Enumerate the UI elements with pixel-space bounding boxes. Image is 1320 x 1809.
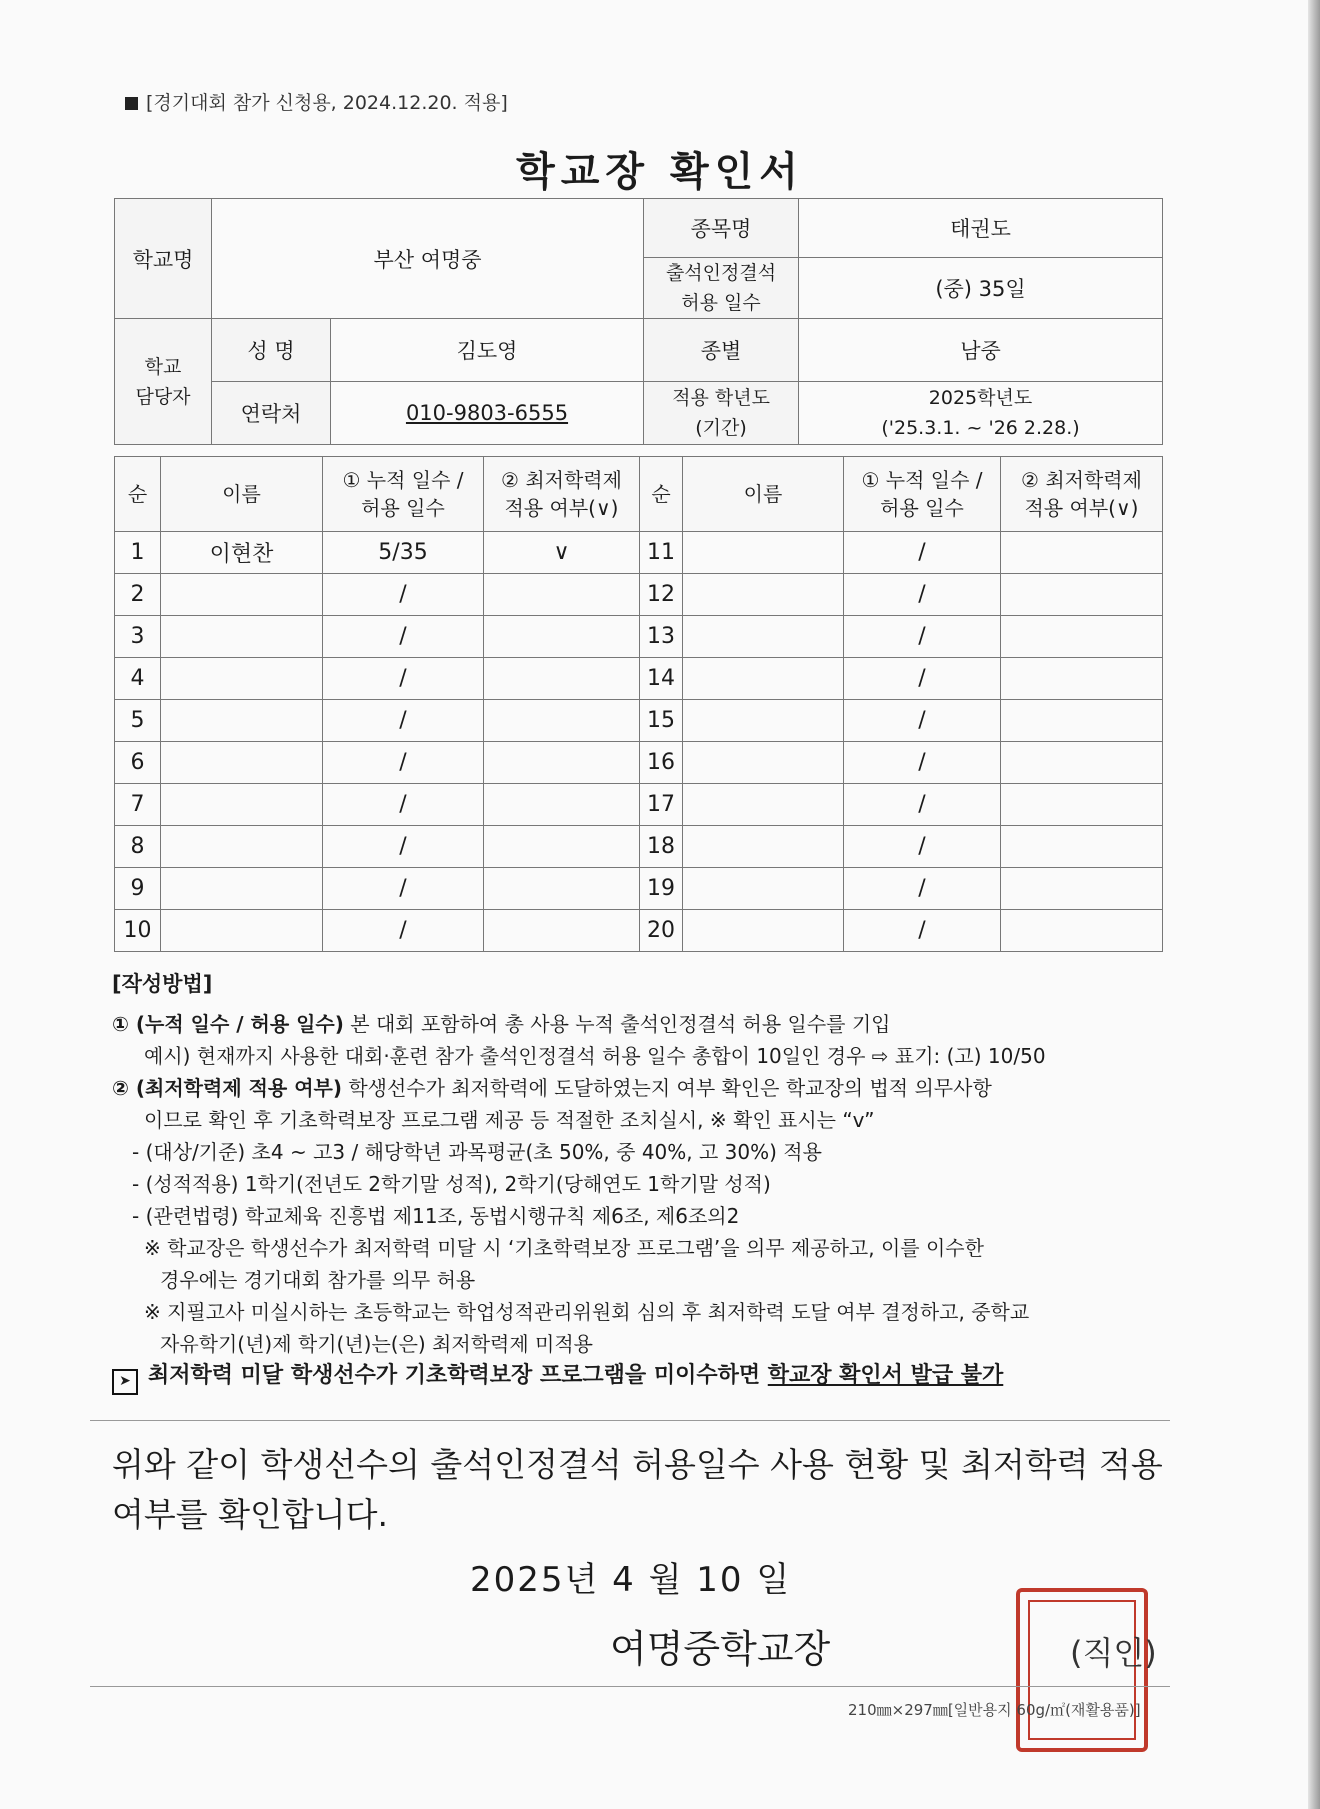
- row-no-left: 8: [115, 826, 161, 868]
- absence-label: [644, 258, 799, 319]
- table-row: [115, 574, 1163, 616]
- year-value: [799, 382, 1163, 445]
- row-days-left: /: [323, 868, 484, 910]
- row-days-right: /: [844, 868, 1001, 910]
- header-days-left-line2: 허용 일수: [361, 496, 445, 520]
- row-min-left: [484, 658, 640, 700]
- athlete-list-table: [114, 456, 1163, 952]
- row-name-right: [683, 826, 844, 868]
- header-note-text: [경기대회 참가 신청용, 2024.12.20. 적용]: [146, 92, 508, 114]
- header-days-left-line1: ① 누적 일수 /: [342, 468, 464, 492]
- contact-value: [331, 382, 644, 445]
- row-days-right: /: [844, 658, 1001, 700]
- row-min-left: [484, 868, 640, 910]
- absence-value: (중) 35일: [799, 258, 1163, 319]
- row-no-left: 5: [115, 700, 161, 742]
- header-min-right-line2: 적용 여부(∨): [1024, 496, 1139, 520]
- row-min-left: [484, 826, 640, 868]
- row-name-left: [161, 658, 323, 700]
- table-row: [115, 784, 1163, 826]
- row-no-left: 2: [115, 574, 161, 616]
- header-min-left-line1: ② 최저학력제: [501, 468, 622, 492]
- seal-label: (직인): [1070, 1634, 1157, 1672]
- row-name-left: [161, 574, 323, 616]
- category-label: 종별: [644, 319, 799, 382]
- final-warning-emphasis: 학교장 확인서 발급 불가: [767, 1363, 1004, 1388]
- row-no-left: 4: [115, 658, 161, 700]
- header-days-left: [323, 457, 484, 532]
- row-no-right: 12: [640, 574, 683, 616]
- row-no-left: 1: [115, 532, 161, 574]
- row-name-left: 이현찬: [161, 532, 323, 574]
- row-days-left: /: [323, 616, 484, 658]
- header-min-right: [1001, 457, 1163, 532]
- row-no-right: 11: [640, 532, 683, 574]
- header-note: [125, 88, 508, 115]
- header-min-left: [484, 457, 640, 532]
- row-min-left: [484, 616, 640, 658]
- row-name-right: [683, 574, 844, 616]
- row-no-right: 20: [640, 910, 683, 952]
- row-min-left: [484, 700, 640, 742]
- method-item1-head: ① (누적 일수 / 허용 일수): [112, 1012, 344, 1036]
- manager-label-line1: 학교: [144, 355, 182, 378]
- row-name-right: [683, 616, 844, 658]
- row-name-right: [683, 910, 844, 952]
- row-min-left: [484, 784, 640, 826]
- sport-value: 태권도: [799, 199, 1163, 258]
- contact-value-text: 010-9803-6555: [405, 401, 569, 425]
- method-title: [작성방법]: [112, 972, 213, 996]
- method-note1-line2: 경우에는 경기대회 참가를 의무 허용: [160, 1268, 476, 1292]
- method-bullet2: - (성적적용) 1학기(전년도 2학기말 성적), 2학기(당해연도 1학기말 성적): [132, 1172, 771, 1196]
- header-no-left: 순: [115, 457, 161, 532]
- row-name-right: [683, 742, 844, 784]
- table-row: [115, 742, 1163, 784]
- year-value-line2: ('25.3.1. ~ '26 2.28.): [881, 417, 1080, 439]
- row-name-right: [683, 700, 844, 742]
- scan-edge-shadow: [1308, 0, 1320, 1809]
- row-days-left: /: [323, 700, 484, 742]
- row-no-right: 17: [640, 784, 683, 826]
- header-name-right: 이름: [683, 457, 844, 532]
- row-name-left: [161, 826, 323, 868]
- confirmation-text: 위와 같이 학생선수의 출석인정결석 허용일수 사용 현황 및 최저학력 적용 여부를 확인합니다.: [112, 1445, 1163, 1534]
- method-item2-head: ② (최저학력제 적용 여부): [112, 1076, 342, 1100]
- row-days-left: /: [323, 826, 484, 868]
- row-no-left: 9: [115, 868, 161, 910]
- row-no-left: 6: [115, 742, 161, 784]
- method-item1: [112, 1008, 1172, 1040]
- info-table: [114, 198, 1163, 445]
- row-no-right: 18: [640, 826, 683, 868]
- writing-method-section: [112, 968, 1172, 1395]
- row-name-right: [683, 658, 844, 700]
- table-row: [115, 700, 1163, 742]
- header-no-right: 순: [640, 457, 683, 532]
- row-name-right: [683, 868, 844, 910]
- school-label: 학교명: [115, 199, 212, 319]
- row-days-right: /: [844, 616, 1001, 658]
- row-min-right: [1001, 616, 1163, 658]
- principal-title: 여명중학교장: [610, 1627, 831, 1671]
- row-days-left: /: [323, 742, 484, 784]
- row-min-right: [1001, 658, 1163, 700]
- document-title: 학교장 확인서: [516, 149, 804, 195]
- paper-spec-note: 210㎜×297㎜[일반용지 60g/㎡(재활용품)]: [848, 1701, 1141, 1719]
- row-min-left: [484, 574, 640, 616]
- table-row: [115, 532, 1163, 574]
- row-no-right: 13: [640, 616, 683, 658]
- row-days-right: /: [844, 784, 1001, 826]
- manager-label: [115, 319, 212, 445]
- row-min-left: ∨: [484, 532, 640, 574]
- header-days-right-line1: ① 누적 일수 /: [861, 468, 983, 492]
- row-name-right: [683, 532, 844, 574]
- method-item2-text: 학생선수가 최저학력에 도달하였는지 여부 확인은 학교장의 법적 의무사항: [341, 1076, 992, 1100]
- final-warning-text: 최저학력 미달 학생선수가 기초학력보장 프로그램을 미이수하면: [148, 1363, 768, 1388]
- table-header-row: [115, 457, 1163, 532]
- issue-date: 2025년 4 월 10 일: [470, 1560, 792, 1600]
- row-no-right: 14: [640, 658, 683, 700]
- contact-label: 연락처: [212, 382, 331, 445]
- row-days-right: /: [844, 826, 1001, 868]
- row-min-right: [1001, 742, 1163, 784]
- manager-label-line2: 담당자: [135, 385, 191, 408]
- method-item1-text: 본 대회 포함하여 총 사용 누적 출석인정결석 허용 일수를 기입: [343, 1012, 891, 1036]
- divider-top: [90, 1420, 1170, 1421]
- year-value-line1: 2025학년도: [928, 387, 1033, 409]
- year-label: [644, 382, 799, 445]
- row-name-left: [161, 784, 323, 826]
- row-no-right: 19: [640, 868, 683, 910]
- row-name-left: [161, 700, 323, 742]
- method-note1-line1: ※ 학교장은 학생선수가 최저학력 미달 시 ‘기초학력보장 프로그램’을 의무 제공하고, 이를 이수한: [144, 1236, 984, 1260]
- row-min-right: [1001, 826, 1163, 868]
- header-days-right-line2: 허용 일수: [880, 496, 964, 520]
- row-days-left: /: [323, 784, 484, 826]
- square-bullet-icon: [125, 97, 138, 110]
- row-days-right: /: [844, 910, 1001, 952]
- name-label: 성 명: [212, 319, 331, 382]
- method-note2-line1: ※ 지필고사 미실시하는 초등학교는 학업성적관리위원회 심의 후 최저학력 도달 여부 결정하고, 중학교: [144, 1300, 1030, 1324]
- method-item2-text2: 이므로 확인 후 기초학력보장 프로그램 제공 등 적절한 조치실시, ※ 확인 표시는 “v”: [144, 1108, 875, 1132]
- category-value: 남중: [799, 319, 1163, 382]
- method-item2: [112, 1072, 1172, 1104]
- table-row: [115, 868, 1163, 910]
- row-no-left: 7: [115, 784, 161, 826]
- row-name-right: [683, 784, 844, 826]
- absence-label-line1: 출석인정결석: [665, 262, 777, 284]
- row-no-left: 3: [115, 616, 161, 658]
- row-min-right: [1001, 532, 1163, 574]
- row-no-right: 15: [640, 700, 683, 742]
- table-row: [115, 826, 1163, 868]
- method-item1-example: 예시) 현재까지 사용한 대회·훈련 참가 출석인정결석 허용 일수 총합이 10일인 경우 ⇨ 표기: (고) 10/50: [144, 1044, 1046, 1068]
- divider-bottom: [90, 1686, 1170, 1687]
- header-days-right: [844, 457, 1001, 532]
- row-min-left: [484, 742, 640, 784]
- row-min-right: [1001, 784, 1163, 826]
- row-days-left: /: [323, 910, 484, 952]
- table-row: [115, 616, 1163, 658]
- arrow-box-icon: ➤: [112, 1369, 138, 1395]
- row-name-left: [161, 910, 323, 952]
- row-days-right: /: [844, 700, 1001, 742]
- header-name-left: 이름: [161, 457, 323, 532]
- method-bullet3: - (관련법령) 학교체육 진흥법 제11조, 동법시행규칙 제6조, 제6조의2: [132, 1204, 740, 1228]
- method-bullet1: - (대상/기준) 초4 ~ 고3 / 해당학년 과목평균(초 50%, 중 40%, 고 30%) 적용: [132, 1140, 822, 1164]
- row-min-right: [1001, 574, 1163, 616]
- row-min-right: [1001, 910, 1163, 952]
- absence-label-line2: 허용 일수: [681, 292, 761, 314]
- row-days-right: /: [844, 532, 1001, 574]
- row-min-left: [484, 910, 640, 952]
- row-name-left: [161, 742, 323, 784]
- row-days-left: /: [323, 574, 484, 616]
- row-min-right: [1001, 868, 1163, 910]
- name-value: 김도영: [331, 319, 644, 382]
- row-min-right: [1001, 700, 1163, 742]
- method-note2-line2: 자유학기(년)제 학기(년)는(은) 최저학력제 미적용: [160, 1332, 593, 1356]
- year-label-line2: (기간): [695, 417, 747, 439]
- row-name-left: [161, 616, 323, 658]
- table-row: [115, 658, 1163, 700]
- header-min-right-line1: ② 최저학력제: [1021, 468, 1142, 492]
- year-label-line1: 적용 학년도: [672, 387, 770, 409]
- method-final-warning: [112, 1360, 1172, 1395]
- row-name-left: [161, 868, 323, 910]
- sport-label: 종목명: [644, 199, 799, 258]
- school-value: 부산 여명중: [212, 199, 644, 319]
- row-days-right: /: [844, 742, 1001, 784]
- row-no-right: 16: [640, 742, 683, 784]
- header-min-left-line2: 적용 여부(∨): [504, 496, 619, 520]
- row-no-left: 10: [115, 910, 161, 952]
- row-days-left: /: [323, 658, 484, 700]
- row-days-left: 5/35: [323, 532, 484, 574]
- row-days-right: /: [844, 574, 1001, 616]
- table-row: [115, 910, 1163, 952]
